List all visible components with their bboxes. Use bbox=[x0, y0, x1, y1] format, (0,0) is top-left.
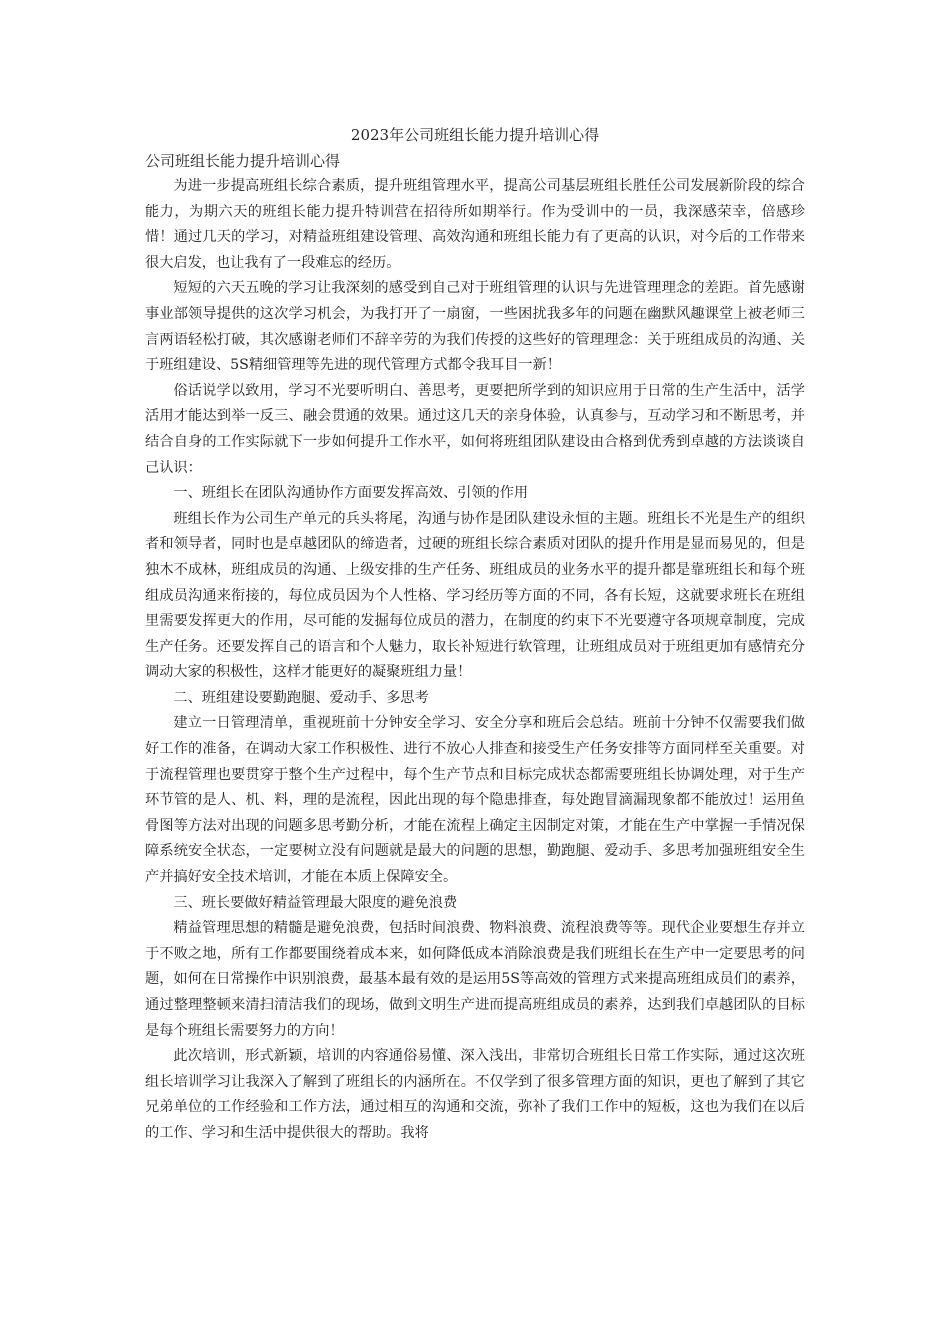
document-body bbox=[145, 174, 805, 1147]
section-heading-2: 二、班组建设要勤跑腿、爱动手、多思考 bbox=[173, 689, 429, 706]
paragraph-application: 俗话说学以致用，学习不光要听明白、善思考，更要把所学到的知识应用于日常的生产生活中，活学活用才能达到举一反三、融会贯通的效果。通过这几天的亲身体验，认真参与，互动学习和不断思考，并结合自身的工作实际就下一步如何提升工作水平，如何将班组团队建设由合格到优秀到卓越的方法谈谈自己认识： bbox=[145, 382, 805, 476]
paragraph-reflection: 短短的六天五晚的学习让我深刻的感受到自己对于班组管理的认识与先进管理理念的差距。首先感谢事业部领导提供的这次学习机会，为我打开了一扇窗，一些困扰我多年的问题在幽默风趣课堂上被老师三言两语轻松打破，其次感谢老师们不辞辛劳的为我们传授的这些好的管理理念：关于班组成员的沟通、关于班组建设、5S精细管理等先进的现代管理方式都令我耳目一新！ bbox=[145, 280, 805, 374]
paragraph-lean-management: 精益管理思想的精髓是避免浪费，包括时间浪费、物料浪费、流程浪费等等。现代企业要想生存并立于不败之地，所有工作都要围绕着成本来，如何降低成本消除浪费是我们班组长在生产中一定要思考的问题，如何在日常操作中识别浪费，最基本最有效的是运用5S等高效的管理方式来提高班组成员们的素养，通过整理整顿来清扫清洁我们的现场，做到文明生产进而提高班组成员的素养，达到我们卓越团队的目标是每个班组长需要努力的方向！ bbox=[145, 920, 805, 1039]
paragraph-conclusion: 此次培训，形式新颖，培训的内容通俗易懂、深入浅出，非常切合班组长日常工作实际，通过这次班组长培训学习让我深入了解到了班组长的内涵所在。不仅学到了很多管理方面的知识，更也了解到了其它兄弟单位的工作经验和工作方法，通过相互的沟通和交流，弥补了我们工作中的短板，这也为我们在以后的工作、学习和生活中提供很大的帮助。我将 bbox=[145, 1048, 805, 1141]
section-heading-3: 三、班长要做好精益管理最大限度的避免浪费 bbox=[173, 894, 458, 911]
paragraph-communication: 班组长作为公司生产单元的兵头将尾，沟通与协作是团队建设永恒的主题。班组长不光是生产的组织者和领导者，同时也是卓越团队的缔造者，过硬的班组长综合素质对团队的提升作用是显而易见的，但是独木不成林，班组成员的沟通、上级安排的生产任务、班组成员的业务水平的提升都是靠班组长和每个班组成员沟通来衔接的，每位成员因为个人性格、学习经历等方面的不同，各有长短，这就要求班长在班组里需要发挥更大的作用，尽可能的发掘每位成员的潜力，在制度的约束下不光要遵守各项规章制度，完成生产任务。还要发挥自己的语言和个人魅力，取长补短进行软管理，让班组成员对于班组更加有感情充分调动大家的积极性，这样才能更好的凝聚班组力量！ bbox=[145, 510, 805, 681]
document-title: 2023年公司班组长能力提升培训心得 bbox=[350, 126, 600, 144]
paragraph-team-building: 建立一日管理清单，重视班前十分钟安全学习、安全分享和班后会总结。班前十分钟不仅需要我们做好工作的准备，在调动大家工作积极性、进行不放心人排查和接受生产任务安排等方面同样至关重要。对于流程管理也要贯穿于整个生产过程中，每个生产节点和目标完成状态都需要班组长协调处理，对于生产环节管的是人、机、料，理的是流程，因此出现的每个隐患排查，每处跑冒滴漏现象都不能放过！运用鱼骨图等方法对出现的问题多思考勤分析，才能在流程上确定主因制定对策，才能在生产中掌握一手情况保障系统安全状态，一定要树立没有问题就是最大的问题的思想，勤跑腿、爱动手、多思考加强班组安全生产并搞好安全技术培训，才能在本质上保障安全。 bbox=[145, 715, 805, 886]
document-subtitle: 公司班组长能力提升培训心得 bbox=[145, 152, 341, 170]
section-heading-1: 一、班组长在团队沟通协作方面要发挥高效、引领的作用 bbox=[173, 485, 529, 502]
paragraph-intro: 为进一步提高班组长综合素质，提升班组管理水平，提高公司基层班组长胜任公司发展新阶段的综合能力，为期六天的班组长能力提升特训营在招待所如期举行。作为受训中的一员，我深感荣幸，倍感珍惜！通过几天的学习，对精益班组建设管理、高效沟通和班组长能力有了更高的认识，对今后的工作带来很大启发，也让我有了一段难忘的经历。 bbox=[145, 178, 805, 271]
